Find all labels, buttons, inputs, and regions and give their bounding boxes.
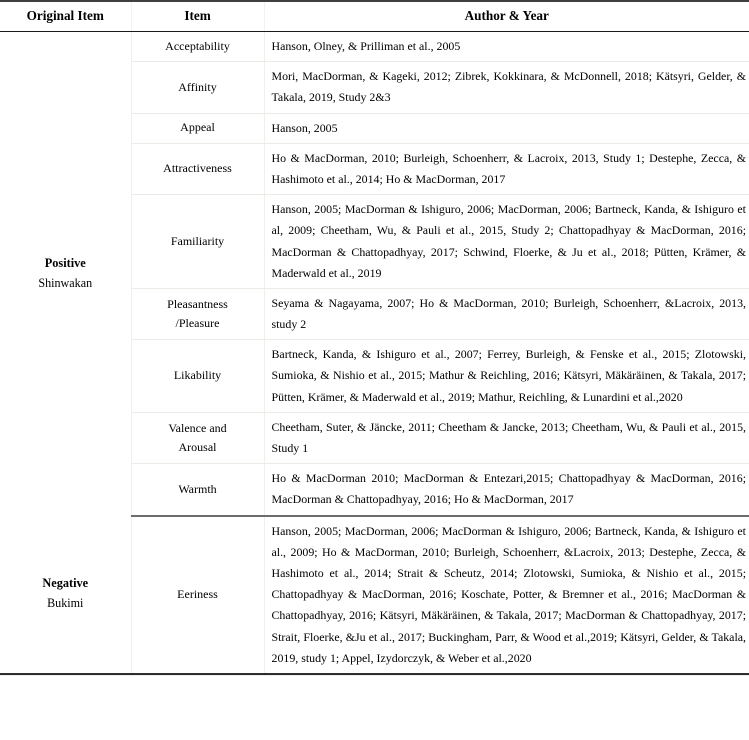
- item-label: Warmth: [178, 481, 217, 496]
- author-year-text: Hanson, 2005; MacDorman, 2006; MacDorman & Ishiguro, 2006; Bartneck, Kanda, & Ishiguro et al., 2009; Ho & MacDorman, 2010; Burleigh, Schoenherr, &Lacroix, 2013; Destephe, Zecca, & Hashimoto et al., 2014; Strait & Scheutz, 2014; Zlotowski, Sumioka, & Nishio et al., 2015; Chattopadhyay & MacDorman, 2016; Koschate, Potter, & Bremner et al., 2016; MacDorman & Chattopadhyay, 2016; Kätsyri, Mäkäräinen, & Takala, 2017; MacDorman & Chattopadhyay, 2017; Strait, Floerke, &Ju et al., 2017; Buckingham, Parr, & Wood et al.,2019; Kätsyri, Gelder, & Takala, 2019, study 1; Appel, Izydorczyk, & Weber et al.,2020: [271, 523, 746, 665]
- item-label-line2: Arousal: [178, 440, 217, 454]
- author-year-text: Bartneck, Kanda, & Ishiguro et al., 2007; Ferrey, Burleigh, & Fenske et al., 2015; Zlotowski, Sumioka, & Nishio et al., 2015; Mathur & Reichling, 2016; Kätsyri, Mäkäräinen, & Takala, 2017; Pütten, Krämer, & Maderwald et al., 2019; Mathur, Reichling, & Lunardini et al.,2020: [271, 347, 746, 404]
- item-cell: [131, 113, 264, 143]
- item-label: Attractiveness: [163, 161, 232, 176]
- author-year-text: Cheetham, Suter, & Jäncke, 2011; Cheetham & Jancke, 2013; Cheetham, Wu, & Pauli et al., 2015, Study 1: [271, 419, 746, 455]
- author-year-text: Seyama & Nagayama, 2007; Ho & MacDorman, 2010; Burleigh, Schoenherr, &Lacroix, 2013, study 2: [271, 295, 746, 332]
- author-year-cell: [264, 516, 749, 674]
- column-header-author-year: Author & Year: [264, 2, 749, 32]
- author-year-cell: [264, 340, 749, 413]
- author-year-text: Mori, MacDorman, & Kageki, 2012; Zibrek, Kokkinara, & McDonnell, 2018; Kätsyri, Gelder, & Takala, 2019, Study 2&3: [271, 69, 746, 105]
- category-cell-negative: [0, 516, 131, 674]
- category-sub-label: Shinwakan: [38, 275, 93, 290]
- bottom-rule-seg: [131, 674, 264, 676]
- item-cell: [131, 32, 264, 62]
- category-sub-label: Bukimi: [47, 596, 84, 611]
- item-label: Valence and: [168, 420, 227, 435]
- table-row: [0, 516, 749, 674]
- table-header: [0, 1, 749, 32]
- author-year-text: Ho & MacDorman, 2010; Burleigh, Schoenherr, & Lacroix, 2013, Study 1; Destephe, Zecca, & Hashimoto et al., 2014; Ho & MacDorman, 2017: [271, 150, 746, 186]
- item-cell: [131, 143, 264, 194]
- author-year-cell: [264, 62, 749, 113]
- author-year-cell: [264, 195, 749, 289]
- item-cell: [131, 195, 264, 289]
- bottom-rule-seg: [0, 674, 131, 676]
- author-year-cell: [264, 113, 749, 143]
- category-main-label: Negative: [42, 576, 89, 591]
- item-label: Acceptability: [165, 38, 230, 53]
- item-label: Eeriness: [177, 587, 218, 601]
- table-body: [0, 32, 749, 676]
- item-label-line2: /Pleasure: [175, 316, 220, 331]
- item-label: Familiarity: [170, 233, 225, 248]
- author-year-cell: [264, 143, 749, 194]
- bottom-rule-seg: [264, 674, 749, 676]
- author-year-cell: [264, 412, 749, 463]
- header-row: [0, 2, 749, 32]
- author-year-cell: [264, 464, 749, 516]
- item-cell: [131, 288, 264, 339]
- category-cell-positive: [0, 32, 131, 516]
- item-label: Likability: [173, 368, 222, 383]
- author-year-cell: [264, 32, 749, 62]
- item-label: Pleasantness: [167, 296, 228, 311]
- item-cell: [131, 340, 264, 413]
- item-cell: [131, 412, 264, 463]
- bottom-rule: [0, 674, 749, 676]
- author-year-text: Hanson, 2005; MacDorman & Ishiguro, 2006; MacDorman, 2006; Bartneck, Kanda, & Ishiguro et al, 2009; Cheetham, Wu, & Pauli et al., 2015, Study 2; Chattopadhyay & MacDorman, 2016; MacDorman & Chattopadhyay, 2017; Schwind, Floerke, & Ju et al., 2018; Pütten, Krämer, & Maderwald et al., 2019: [271, 202, 746, 280]
- author-year-cell: [264, 288, 749, 339]
- author-year-text: Hanson, Olney, & Prilliman et al., 2005: [271, 39, 461, 53]
- author-year-text: Ho & MacDorman 2010; MacDorman & Entezari,2015; Chattopadhyay & MacDorman, 2016; MacDorman & Chattopadhyay, 2016; Ho & MacDorman, 2017: [271, 471, 746, 507]
- item-label: Affinity: [178, 79, 217, 94]
- table-row: [0, 32, 749, 62]
- author-year-text: Hanson, 2005: [271, 120, 338, 135]
- column-header-original-item: Original Item: [0, 2, 131, 32]
- item-cell: [131, 62, 264, 113]
- column-header-item: Item: [131, 2, 264, 32]
- item-label: Appeal: [180, 120, 215, 135]
- item-cell: [131, 464, 264, 516]
- category-main-label: Positive: [44, 256, 86, 271]
- item-cell: [131, 516, 264, 674]
